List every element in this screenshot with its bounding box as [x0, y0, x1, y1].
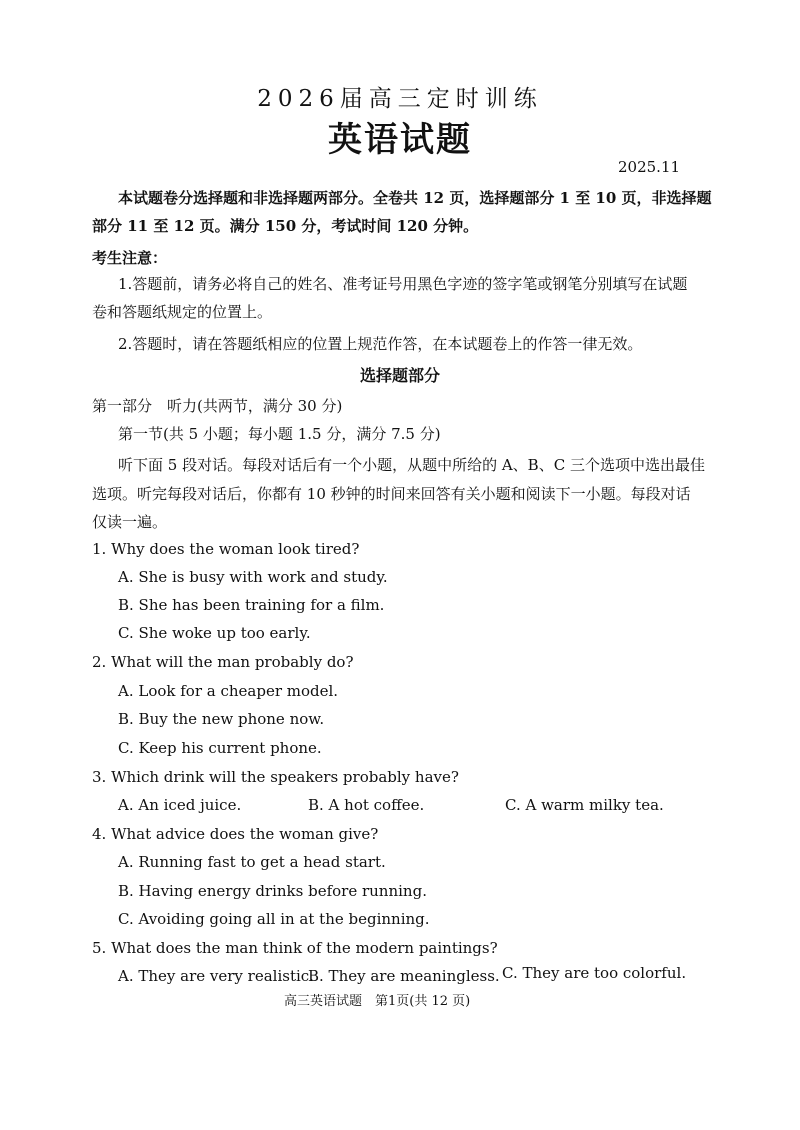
question-3-option-a: A. An iced juice. [118, 796, 242, 814]
question-2-option-c: C. Keep his current phone. [118, 739, 322, 757]
part-1-sub-heading: 第一节(共 5 小题；每小题 1.5 分，满分 7.5 分) [118, 425, 441, 443]
question-5-stem: 5. What does the man think of the modern paintings? [92, 939, 498, 957]
question-2-option-b: B. Buy the new phone now. [118, 710, 325, 728]
question-2-option-a: A. Look for a cheaper model. [118, 682, 339, 700]
subject-title: 英语试题 [328, 120, 472, 160]
intro-line-2: 部分 11 至 12 页。满分 150 分，考试时间 120 分钟。 [92, 217, 479, 235]
question-1-option-b: B. She has been training for a film. [118, 596, 385, 614]
exam-date: 2025.11 [618, 158, 681, 176]
question-4-option-a: A. Running fast to get a head start. [118, 853, 386, 871]
question-3-stem: 3. Which drink will the speakers probably have? [92, 768, 459, 786]
question-1-option-a: A. She is busy with work and study. [118, 568, 388, 586]
question-4-option-b: B. Having energy drinks before running. [118, 882, 427, 900]
question-1-stem: 1. Why does the woman look tired? [92, 540, 360, 558]
question-3-option-c: C. A warm milky tea. [505, 796, 664, 814]
instructions-line-3: 仅读一遍。 [92, 513, 168, 531]
section-title: 选择题部分 [359, 366, 440, 385]
part-1-heading: 第一部分 听力(共两节，满分 30 分) [92, 397, 343, 415]
question-4-stem: 4. What advice does the woman give? [92, 825, 379, 843]
intro-line-1: 本试题卷分选择题和非选择题两部分。全卷共 12 页，选择题部分 1 至 10 页，非选择题 [118, 189, 712, 207]
question-2-stem: 2. What will the man probably do? [92, 653, 354, 671]
question-5-option-b: B. They are meaningless. [308, 967, 500, 985]
page-footer: 高三英语试题 第1页(共 12 页) [284, 994, 471, 1009]
instructions-line-2: 选项。听完每段对话后，你都有 10 秒钟的时间来回答有关小题和阅读下一小题。每段对话 [92, 485, 691, 503]
exam-title: 2026届高三定时训练 [257, 86, 543, 112]
notice-item-1-line-2: 卷和答题纸规定的位置上。 [92, 303, 273, 321]
question-3-option-b: B. A hot coffee. [308, 796, 425, 814]
question-1-option-c: C. She woke up too early. [118, 624, 311, 642]
question-5-option-a: A. They are very realistic. [118, 967, 314, 985]
question-4-option-c: C. Avoiding going all in at the beginning. [118, 910, 430, 928]
notice-heading: 考生注意： [92, 249, 168, 267]
notice-item-2: 2.答题时，请在答题纸相应的位置上规范作答，在本试题卷上的作答一律无效。 [118, 335, 643, 353]
question-5-option-c: C. They are too colorful. [502, 964, 687, 982]
instructions-line-1: 听下面 5 段对话。每段对话后有一个小题，从题中所给的 A、B、C 三个选项中选出最佳 [118, 456, 705, 474]
notice-item-1-line-1: 1.答题前，请务必将自己的姓名、准考证号用黑色字迹的签字笔或钢笔分别填写在试题 [118, 275, 688, 293]
